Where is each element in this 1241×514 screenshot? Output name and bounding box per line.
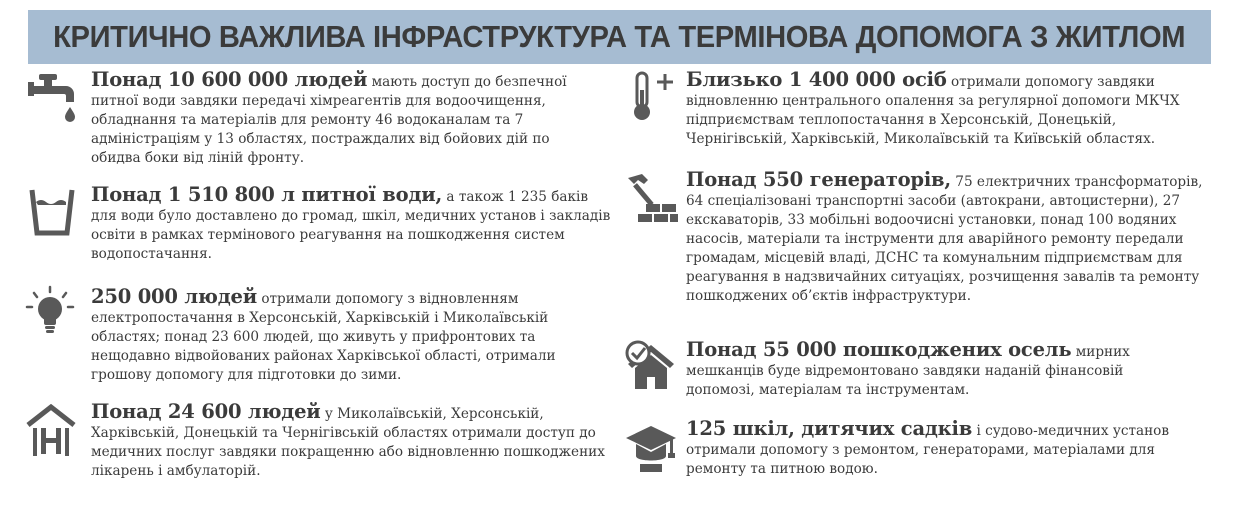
item-body: мають доступ до безпечної питної води завдяки передачі хімреагентів для водоочищення, обладнання та матеріалів для ремонту 46 водоканалам та 7 адміністраціям у 13 областях, постраждалих від бойових дій по обидва боки від ліній фронту.: [91, 74, 567, 166]
item-body: отримали допомогу з відновленням електропостачання в Херсонській, Харківській і Миколаївській областях; понад 23 600 людей, що живуть у прифронтових та нещодавно відвойованих районах Харківської області, отримали грошову допомогу для підготовки до зими.: [91, 291, 556, 383]
light-bulb-icon: [24, 285, 76, 337]
item-body: отримали допомогу завдяки відновленню центрального опалення за регулярної допомоги МКЧХ підприємствам теплопостачання в Херсонській, Донецькій, Чернігівській, Харківській, Миколаївській та Київській областях.: [686, 74, 1180, 147]
item-schools: [686, 419, 1211, 479]
item-body: мирних мешканців буде відремонтовано завдяки наданій фінансовій допомозі, матеріалам та інструментам.: [686, 344, 1130, 398]
item-lead: 125 шкіл, дитячих садків: [686, 417, 973, 440]
item-body: а також 1 235 баків для води було доставлено до громад, шкіл, медичних установ і закладів освіти в рамках термінового реагування на пошкодження систем водопостачання.: [91, 189, 611, 262]
thermometer-icon: [628, 70, 680, 122]
item-lead: Понад 10 600 000 людей: [91, 68, 368, 91]
item-safe-water: [91, 70, 591, 168]
hammer-bricks-icon: [624, 170, 680, 226]
water-tap-icon: [26, 70, 78, 122]
item-lead: Понад 550 генераторів,: [686, 168, 951, 191]
graduation-cap-icon: [624, 422, 678, 476]
item-generators: [686, 170, 1211, 306]
item-medical: [91, 402, 616, 481]
item-lead: Понад 55 000 пошкоджених осель: [686, 338, 1072, 361]
item-lead: Понад 24 600 людей: [91, 400, 321, 423]
water-glass-icon: [28, 186, 76, 236]
item-drinking-water: [91, 185, 616, 264]
item-lead: Понад 1 510 800 л питної води,: [91, 183, 443, 206]
item-body: 75 електричних трансформаторів, 64 спеціалізовані транспортні засоби (автокрани, автоцистерни), 27 екскаваторів, 33 мобільні водоочисні установки, понад 100 водяних насосів, матеріали та інструменти для аварійного ремонту передали громадам, місцевій владі, ДСНС та комунальним підприємствам для реагування в надзвичайних ситуаціях, розчищення завалів та ремонту пошкоджених об’єктів інфраструктури.: [686, 174, 1203, 304]
hospital-icon: [24, 404, 78, 458]
item-lead: Близько 1 400 000 осіб: [686, 68, 947, 91]
item-electricity: [91, 287, 606, 385]
title-banner: [28, 10, 1211, 64]
item-lead: 250 000 людей: [91, 285, 257, 308]
item-body: і судово-медичних установ отримали допомогу з ремонтом, генераторами, матеріалами для ремонту та питною водою.: [686, 423, 1169, 477]
item-heating: [686, 70, 1196, 149]
page-title: КРИТИЧНО ВАЖЛИВА ІНФРАСТРУКТУРА ТА ТЕРМІНОВА ДОПОМОГА З ЖИТЛОМ: [53, 19, 1186, 54]
house-check-icon: [624, 337, 678, 391]
item-houses: [686, 340, 1186, 400]
item-body: у Миколаївській, Херсонській, Харківській, Донецькій та Чернігівській областях отримали доступ до медичних послуг завдяки покращенню або відновленню пошкоджених лікарень і амбулаторій.: [91, 406, 605, 479]
